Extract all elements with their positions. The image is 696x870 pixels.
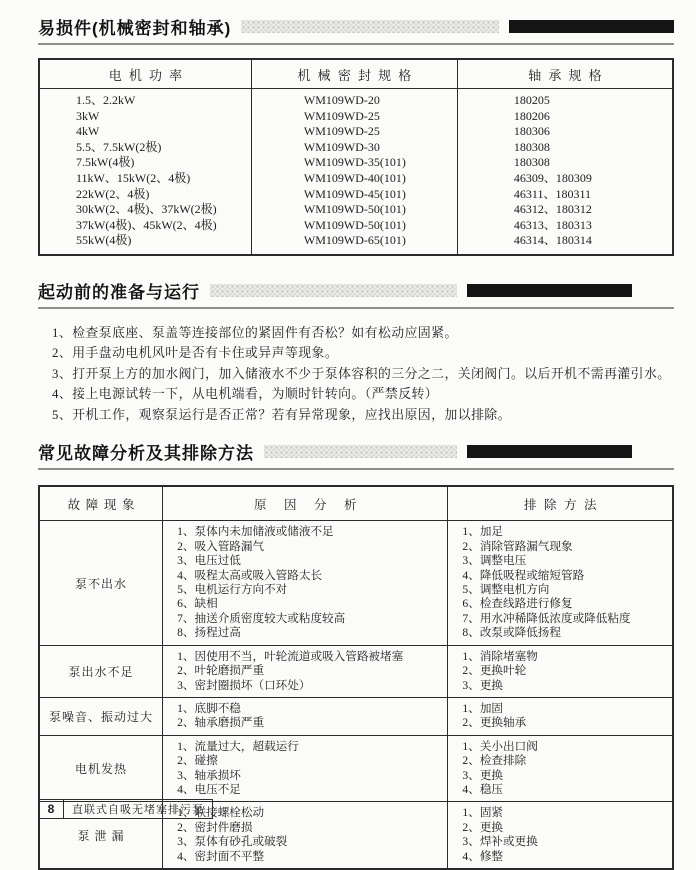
section-title-preparation: 起动前的准备与运行 [38,282,200,302]
parts-table-cell: WM109WD-45(101) [251,186,457,202]
fault-cause-line: 8、扬程过高 [177,626,241,640]
fault-remedies-cell [448,645,673,697]
fault-remedy-line: 5、调整电机方向 [462,583,550,597]
parts-table-cell: WM109WD-35(101) [251,155,457,171]
parts-table-cell: WM109WD-50(101) [251,202,457,218]
parts-table-cell: WM109WD-30 [251,139,457,155]
fault-cause-line: 3、轴承损坏 [177,768,241,782]
fault-cause-line: 4、吸程太高或吸入管路太长 [177,568,323,582]
fault-causes-cell [163,521,448,645]
page-number: 8 [38,799,64,819]
fault-cause-line: 5、电机运行方向不对 [177,583,288,597]
section-rule [38,43,674,45]
fault-remedy-line: 3、焊补或更换 [462,835,538,849]
parts-table-cell: 37kW(4极)、45kW(2、4极) [76,217,217,232]
fault-remedy-line: 2、检查排除 [462,754,527,768]
preparation-step: 3、打开泵上方的加水阀门，加入储液水不少于泵体容积的三分之二，关闭阀门。以后开机不需再灌引水。 [52,366,671,381]
booklet-title: 直联式自吸无堵塞排污泵 [64,799,213,819]
parts-table-cell: WM109WD-40(101) [251,170,457,186]
heading-black-bar [467,445,632,458]
fault-remedy-line: 1、关小出口阀 [462,739,538,753]
fault-causes-cell [163,735,448,802]
parts-table-cell: 46314、180314 [457,233,673,255]
fault-cause-line: 1、联接螺栓松动 [177,806,265,820]
parts-table-cell: 180308 [457,139,673,155]
parts-table-row [39,139,673,155]
page-footer [38,799,213,819]
parts-header-motor-power: 电机功率 [39,59,251,89]
fault-causes-cell [163,697,448,735]
parts-table-row [39,155,673,171]
fault-cause-line: 1、泵体内未加储液或储液不足 [177,525,334,539]
fault-remedy-line: 2、消除管路漏气现象 [462,539,573,553]
preparation-step: 4、接上电源试转一下，从电机端看，为顺时针转向。（严禁反转） [52,387,439,402]
fault-phenomenon-cell: 泵噪音、振动过大 [39,697,163,735]
fault-remedy-line: 1、固紧 [462,806,504,820]
parts-table-header-row [39,59,673,89]
heading-speckle-bar [210,284,457,297]
fault-cause-line: 3、泵体有砂孔或破裂 [177,835,288,849]
fault-remedy-line: 6、检查线路进行修复 [462,597,573,611]
fault-phenomenon-cell: 泵 泄 漏 [39,802,163,869]
parts-table-cell: WM109WD-20 [251,89,457,109]
heading-speckle-bar [241,20,499,33]
preparation-step: 2、用手盘动电机风叶是否有卡住或异声等现象。 [52,346,339,361]
heading-black-bar [509,20,674,33]
preparation-step: 1、检查泵底座、泵盖等连接部位的紧固件有否松？如有松动应固紧。 [52,325,458,340]
fault-table-row [39,697,673,735]
parts-table-cell: 180205 [457,89,673,109]
preparation-step: 5、开机工作，观察泵运行是否正常？若有异常现象，应找出原因，加以排除。 [52,407,511,422]
section-rule [38,307,674,309]
fault-header-remedy: 排除方法 [448,486,673,521]
fault-table-header-row [39,486,673,521]
preparation-steps-list [38,323,674,426]
parts-table-cell: WM109WD-65(101) [251,233,457,255]
parts-header-seal-spec: 机械密封规格 [251,59,457,89]
parts-table-cell: 46312、180312 [457,202,673,218]
fault-remedy-line: 2、更换叶轮 [462,664,527,678]
heading-black-bar [467,284,632,297]
parts-table-cell: 11kW、15kW(2、4极) [76,170,191,185]
fault-header-phenomenon: 故障现象 [39,486,163,521]
parts-table-row [39,202,673,218]
fault-cause-line: 7、抽送介质密度较大或粘度较高 [177,611,346,625]
fault-cause-line: 3、电压过低 [177,554,241,568]
fault-table-row [39,521,673,645]
parts-table-cell: 4kW [76,124,100,139]
parts-table-cell: 55kW(4极) [76,233,132,248]
parts-table-cell: 180206 [457,108,673,124]
fault-remedy-line: 3、更换 [462,768,504,782]
parts-table-cell: WM109WD-50(101) [251,217,457,233]
fault-cause-line: 1、因使用不当，叶轮流道或吸入管路被堵塞 [177,649,404,663]
fault-remedy-line: 3、更换 [462,678,504,692]
parts-table-cell: 22kW(2、4极) [76,186,150,201]
parts-table-cell: 7.5kW(4极) [76,155,135,170]
parts-table-row [39,217,673,233]
fault-remedy-line: 4、修整 [462,849,504,863]
parts-table-cell: 5.5、7.5kW(2极) [76,139,162,154]
parts-table-cell: 30kW(2、4极)、37kW(2极) [76,202,217,217]
fault-table-row [39,735,673,802]
fault-cause-line: 6、缺相 [177,597,218,611]
fault-remedies-cell [448,802,673,869]
fault-remedies-cell [448,735,673,802]
parts-table-cell: 180308 [457,155,673,171]
fault-cause-line: 4、电压不足 [177,782,241,796]
parts-table-cell: 3kW [76,108,100,123]
fault-phenomenon-cell: 泵不出水 [39,521,163,645]
fault-cause-line: 2、吸入管路漏气 [177,539,265,553]
parts-table-row [39,233,673,255]
fault-header-cause: 原因分析 [163,486,448,521]
fault-phenomenon-cell: 泵出水不足 [39,645,163,697]
section-header-troubleshooting [38,439,674,464]
parts-table-row [39,108,673,124]
fault-cause-line: 3、密封圈损坏（口环处） [177,678,311,692]
parts-table-row [39,89,673,109]
parts-table-cell: 46311、180311 [457,186,673,202]
fault-causes-cell [163,645,448,697]
fault-cause-line: 2、碰擦 [177,754,218,768]
parts-table-body [39,89,673,255]
parts-table-cell: WM109WD-25 [251,124,457,140]
fault-remedy-line: 1、加固 [462,701,504,715]
fault-remedy-line: 1、消除堵塞物 [462,649,538,663]
parts-header-bearing-spec: 轴承规格 [457,59,673,89]
parts-table-cell: 46313、180313 [457,217,673,233]
fault-remedy-line: 1、加足 [462,525,504,539]
fault-phenomenon-cell: 电机发热 [39,735,163,802]
parts-table-cell: WM109WD-25 [251,108,457,124]
fault-cause-line: 1、流量过大，超载运行 [177,739,299,753]
fault-remedy-line: 2、更换轴承 [462,716,527,730]
fault-remedies-cell [448,697,673,735]
parts-table-cell: 1.5、2.2kW [76,93,136,107]
parts-table-row [39,170,673,186]
fault-remedy-line: 8、改泵或降低扬程 [462,626,561,640]
fault-cause-line: 4、密封面不平整 [177,849,265,863]
section-title-wear-parts: 易损件(机械密封和轴承) [38,19,232,38]
parts-table [38,58,674,256]
fault-cause-line: 1、底脚不稳 [177,701,241,715]
fault-remedy-line: 7、用水冲稀降低浓度或降低粘度 [462,611,631,625]
parts-table-row [39,186,673,202]
fault-cause-line: 2、轴承磨损严重 [177,716,265,730]
section-rule [38,468,674,470]
section-title-troubleshooting: 常见故障分析及其排除方法 [38,444,254,464]
section-header-wear-parts [38,14,674,39]
fault-remedies-cell [448,521,673,645]
fault-remedy-line: 4、降低吸程或缩短管路 [462,568,585,582]
fault-cause-line: 2、叶轮磨损严重 [177,664,265,678]
heading-speckle-bar [264,445,457,458]
fault-remedy-line: 4、稳压 [462,782,504,796]
parts-table-cell: 46309、180309 [457,170,673,186]
fault-remedy-line: 3、调整电压 [462,554,527,568]
fault-cause-line: 2、密封件磨损 [177,820,253,834]
parts-table-cell: 180306 [457,124,673,140]
fault-table-row [39,645,673,697]
parts-table-row [39,124,673,140]
fault-remedy-line: 2、更换 [462,820,504,834]
section-header-preparation [38,278,674,303]
